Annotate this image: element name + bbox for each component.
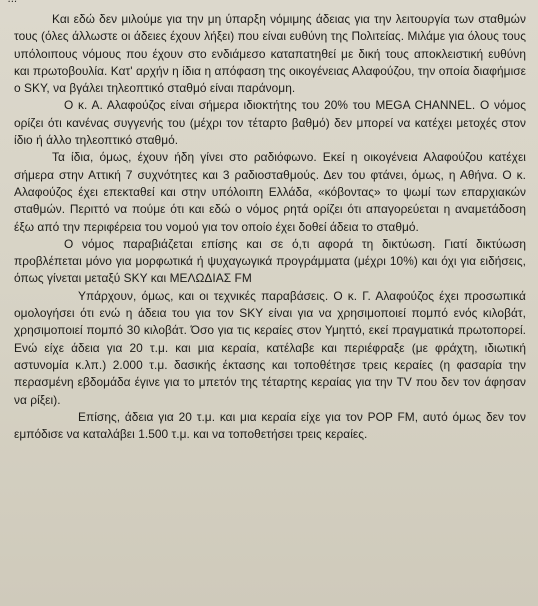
paragraph-4: Ο νόμος παραβιάζεται επίσης και σε ό,τι αφορά τη δικτύωση. Γιατί δικτύωση προβλέπεται μόνο για μορφωτικά ή ψυχαγωγικά προγράμματα (μέχρι 10%) και όχι για ειδήσεις, όπως γίνεται μεταξύ SKY και ΜΕΛΩΔΙΑΣ FM [14, 236, 526, 286]
article-body [14, 11, 526, 443]
paragraph-6: Επίσης, άδεια για 20 τ.μ. και μια κεραία είχε για τον POP FM, αυτό όμως δεν τον εμπόδισε να καταλάβει 1.500 τ.μ. και να τοποθετήσει τρεις κεραίες. [14, 409, 526, 442]
paragraph-2: Ο κ. Α. Αλαφούζος είναι σήμερα ιδιοκτήτης του 20% του MEGA CHANNEL. Ο νόμος ορίζει ότι κανένας συγγενής του (μέχρι τον τέταρτο βαθμό) δεν μπορεί να κατέχει μετοχές στον ίδιο ή άλλο τηλεοπτικό σταθμό. [14, 98, 526, 148]
paragraph-1: Και εδώ δεν μιλούμε για την μη ύπαρξη νόμιμης άδειας για την λειτουργία των σταθμών τους (όλες άλλωστε οι άδειες έχουν λήξει) που είναι ευθύνη της Πολιτείας. Μιλάμε για όλους τους υπόλοιπους νόμους που έχουν στο ενδιάμεσο καταπατηθεί με δική τους αποκλειστική ευθύνη και πρωτοβουλία. Κατ' αρχήν η ίδια η απόφαση της οικογένειας Αλαφούζου, την οποία διαφήμισε ο SKY, να βγάλει τηλεοπτικό σταθμό είναι παράνομη. [14, 12, 526, 96]
cropped-heading-fragment [8, 0, 18, 6]
paragraph-3: Τα ίδια, όμως, έχουν ήδη γίνει στο ραδιόφωνο. Εκεί η οικογένεια Αλαφούζου κατέχει σήμερα στην Αττική 7 συχνότητες και 3 ραδιοσταθμούς. Δεν του φτάνει, όμως, η Αθήνα. Ο κ. Αλαφούζος έχει επεκταθεί και στην υπόλοιπη Ελλάδα, «κόβοντας» το ψωμί των επαρχιακών σταθμών. Περιττό να πούμε ότι και εδώ ο νόμος ρητά ορίζει ότι απαγορεύεται η αναμετάδοση έξω από την περιφέρεια του νομού για τον οποίο έχει δοθεί άδεια το σταθμό. [14, 150, 526, 234]
paragraph-5: Υπάρχουν, όμως, και οι τεχνικές παραβάσεις. Ο κ. Γ. Αλαφούζος έχει προσωπικά ομολογήσει ότι ενώ η άδεια του για τον SKY είναι για να χρησιμοποιεί πομπό ενός κιλοβάτ, χρησιμοποιεί πομπό 30 κιλοβάτ. Όσο για τις κεραίες στον Υμηττό, εκεί πραγματικά πρωτοπορεί. Ενώ είχε άδεια για 20 τ.μ. και μια κεραία, κατέλαβε και περιέφραξε (με φράχτη, ιδιωτική αστυνομία κ.λπ.) 2.000 τ.μ. δασικής έκτασης και τοποθέτησε τρεις κεραίες (η φασαρία την περασμένη εβδομάδα έγινε για το μπετόν της τέταρτης κεραίας για την TV που δεν τον άφησαν να ρίξει). [14, 288, 526, 407]
